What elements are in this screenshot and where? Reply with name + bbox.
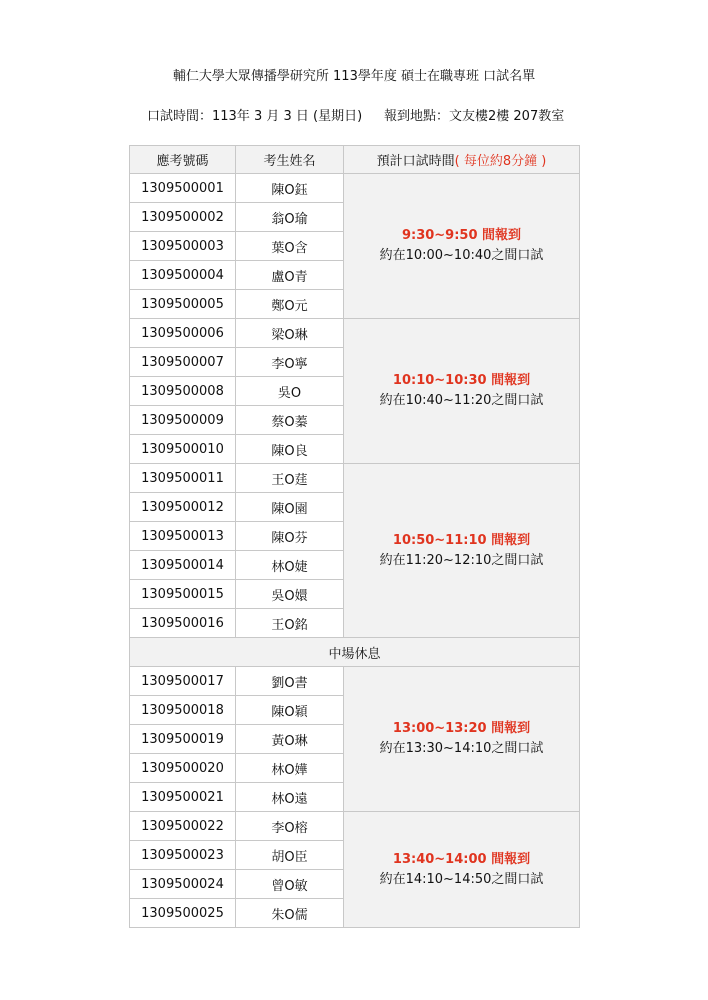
exam-number: 1309500008 (130, 377, 236, 406)
table-row (130, 812, 580, 841)
location: 報到地點：文友樓2樓 207教室 (384, 109, 565, 124)
candidate-name: 陳O芬 (236, 522, 344, 551)
exam-number: 1309500017 (130, 667, 236, 696)
header-scheduled-time (344, 146, 580, 174)
table-row (130, 667, 580, 696)
exam-number: 1309500014 (130, 551, 236, 580)
exam-time: 口試時間：113年 3 月 3 日 (星期日) (147, 109, 363, 124)
exam-number: 1309500012 (130, 493, 236, 522)
exam-schedule-table (129, 145, 580, 928)
exam-number: 1309500022 (130, 812, 236, 841)
exam-number: 1309500024 (130, 870, 236, 899)
exam-window: 約在13:30~14:10之間口試 (379, 741, 544, 756)
candidate-name: 翁O瑜 (236, 203, 344, 232)
candidate-name: 黃O琳 (236, 725, 344, 754)
candidate-name: 朱O儒 (236, 899, 344, 928)
table-row (130, 174, 580, 203)
header-exam-number: 應考號碼 (130, 146, 236, 174)
time-slot (344, 174, 580, 319)
table-row (130, 319, 580, 348)
table-header-row (130, 146, 580, 174)
header-time-note: ( 每位約8分鐘 ) (454, 154, 547, 169)
exam-number: 1309500020 (130, 754, 236, 783)
exam-number: 1309500018 (130, 696, 236, 725)
candidate-name: 王O莛 (236, 464, 344, 493)
document-title: 輔仁大學大眾傳播學研究所 113學年度 碩士在職專班 口試名單 (172, 69, 536, 84)
exam-number: 1309500002 (130, 203, 236, 232)
candidate-name: 盧O青 (236, 261, 344, 290)
candidate-name: 梁O琳 (236, 319, 344, 348)
exam-number: 1309500005 (130, 290, 236, 319)
exam-window: 約在11:20~12:10之間口試 (379, 552, 544, 568)
exam-window: 約在10:40~11:20之間口試 (379, 393, 544, 408)
checkin-time: 13:00~13:20 間報到 (392, 721, 531, 736)
checkin-time: 13:40~14:00 間報到 (392, 851, 531, 867)
candidate-name: 李O榕 (236, 812, 344, 841)
candidate-name: 陳O穎 (236, 696, 344, 725)
candidate-name: 林O婕 (236, 551, 344, 580)
candidate-name: 王O銘 (236, 609, 344, 638)
checkin-time: 9:30~9:50 間報到 (401, 228, 522, 243)
break-row (130, 638, 580, 667)
exam-window: 約在14:10~14:50之間口試 (379, 871, 544, 887)
candidate-name: 曾O敏 (236, 870, 344, 899)
candidate-name: 葉O含 (236, 232, 344, 261)
exam-number: 1309500011 (130, 464, 236, 493)
exam-number: 1309500001 (130, 174, 236, 203)
exam-window: 約在10:00~10:40之間口試 (379, 248, 544, 263)
candidate-name: 吳O (236, 377, 344, 406)
header-candidate-name: 考生姓名 (236, 146, 344, 174)
exam-number: 1309500025 (130, 899, 236, 928)
exam-number: 1309500007 (130, 348, 236, 377)
candidate-name: 陳O良 (236, 435, 344, 464)
exam-number: 1309500004 (130, 261, 236, 290)
candidate-name: 蔡O蓁 (236, 406, 344, 435)
candidate-name: 吳O嬛 (236, 580, 344, 609)
time-slot (344, 812, 580, 928)
time-slot (344, 319, 580, 464)
exam-number: 1309500016 (130, 609, 236, 638)
exam-number: 1309500023 (130, 841, 236, 870)
candidate-name: 胡O臣 (236, 841, 344, 870)
time-slot (344, 464, 580, 638)
checkin-time: 10:10~10:30 間報到 (392, 373, 531, 388)
candidate-name: 林O遠 (236, 783, 344, 812)
exam-number: 1309500009 (130, 406, 236, 435)
exam-number: 1309500013 (130, 522, 236, 551)
exam-number: 1309500015 (130, 580, 236, 609)
candidate-name: 陳O園 (236, 493, 344, 522)
exam-number: 1309500019 (130, 725, 236, 754)
candidate-name: 劉O書 (236, 667, 344, 696)
header-time-label: 預計口試時間 (376, 154, 455, 169)
candidate-name: 陳O鈺 (236, 174, 344, 203)
exam-number: 1309500003 (130, 232, 236, 261)
candidate-name: 林O嬅 (236, 754, 344, 783)
table-row (130, 464, 580, 493)
table-body (130, 174, 580, 928)
break-label: 中場休息 (130, 638, 580, 667)
checkin-time: 10:50~11:10 間報到 (392, 532, 531, 548)
candidate-name: 李O寧 (236, 348, 344, 377)
exam-number: 1309500021 (130, 783, 236, 812)
exam-number: 1309500010 (130, 435, 236, 464)
time-slot (344, 667, 580, 812)
candidate-name: 鄭O元 (236, 290, 344, 319)
exam-number: 1309500006 (130, 319, 236, 348)
